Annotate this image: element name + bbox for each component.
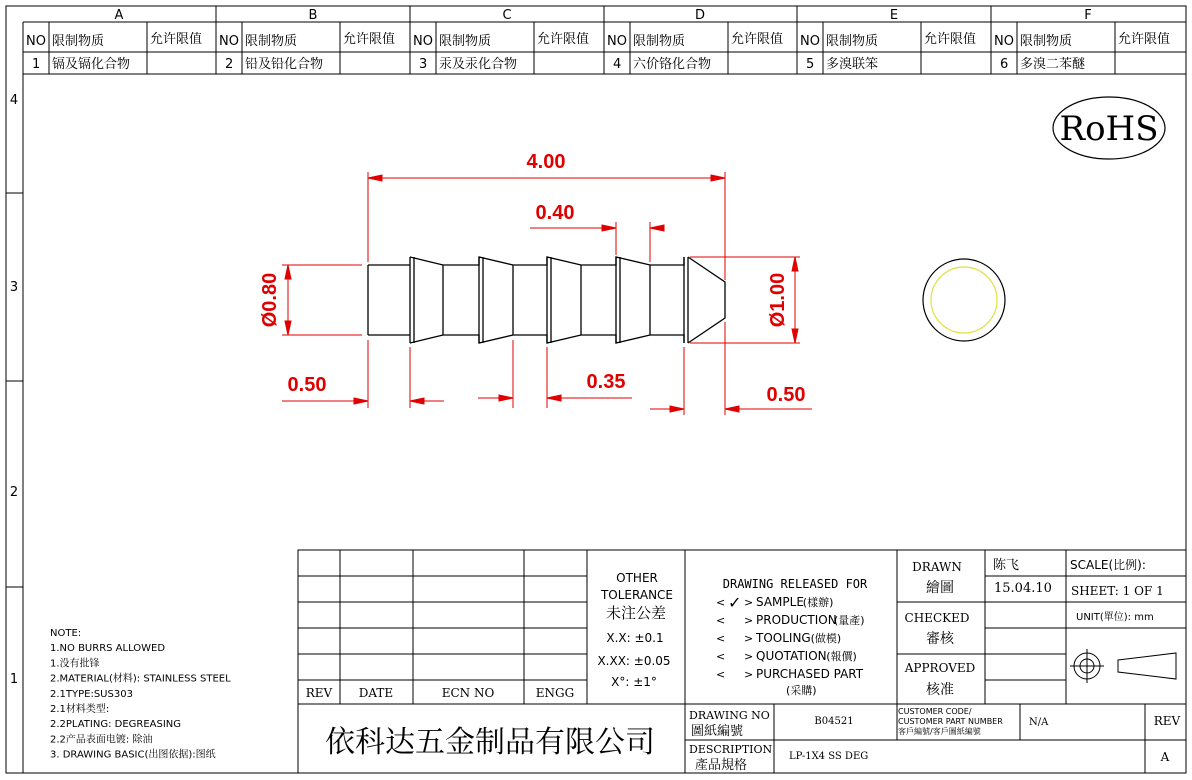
drawn-by: 陈飞 [993, 558, 1020, 573]
zone-label: A [114, 8, 124, 23]
release-title: DRAWING RELEASED FOR [722, 577, 868, 591]
release-bracket-r: > [744, 614, 754, 627]
drawing-no-label: DRAWING NO [689, 709, 770, 722]
release-item: SAMPLE [756, 595, 804, 609]
restricted-limit-header: 允许限值 [924, 32, 977, 47]
customer-label-cn: 客戶編號/客戶圖紙編號 [898, 727, 981, 736]
rohs-mark: RoHS [1059, 109, 1159, 149]
description-value: LP-1X4 SS DEG [789, 751, 869, 762]
note-line: 2.2产品表面电镀: 除油 [50, 734, 153, 746]
zone-label: F [1084, 8, 1092, 23]
row-label: 2 [9, 485, 19, 500]
tolerance-x2: X.XX: ±0.05 [597, 654, 671, 668]
restricted-no: 2 [225, 57, 234, 72]
row-label: 1 [9, 672, 19, 687]
restricted-no-header: NO [219, 34, 239, 49]
dim-dia-right: Ø1.00 [767, 272, 789, 328]
ecn-col: ECN NO [441, 686, 495, 700]
tolerance-title2: TOLERANCE [600, 588, 674, 602]
part-outline [368, 257, 725, 343]
note-line: 2.MATERIAL(材料): STAINLESS STEEL [50, 673, 231, 685]
restricted-no: 6 [1000, 57, 1009, 72]
note-line: 2.2PLATING: DEGREASING [50, 719, 182, 731]
dim-dia-left: Ø0.80 [259, 272, 281, 328]
engg-col: ENGG [535, 686, 575, 700]
release-bracket: < [716, 632, 726, 645]
release-bracket-r: > [744, 596, 754, 609]
zone-label: D [694, 8, 706, 23]
restricted-substance-header: 限制物质 [245, 34, 298, 49]
note-line: 3. DRAWING BASIC(出图依据):图纸 [50, 749, 216, 761]
restricted-limit-header: 允许限值 [1118, 32, 1171, 47]
rev-label: REV [1153, 714, 1181, 728]
restricted-no-header: NO [800, 34, 820, 49]
note-line: 2.1TYPE:SUS303 [50, 688, 133, 700]
drawn-date: 15.04.10 [994, 581, 1052, 596]
restricted-substance-header: 限制物质 [52, 34, 105, 49]
release-bracket-r: > [744, 668, 754, 681]
restricted-substance: 铅及铅化合物 [245, 57, 324, 72]
zone-label: B [308, 8, 318, 23]
drawing-no-value: B04521 [814, 716, 854, 727]
rev-value: A [1160, 750, 1170, 764]
projection-symbol-icon [1070, 649, 1176, 683]
row-label: 3 [9, 280, 19, 295]
drawing-no-label-cn: 圖紙編號 [691, 724, 744, 739]
release-bracket: < [716, 614, 726, 627]
restricted-no: 5 [806, 57, 815, 72]
release-item-cn: (量產) [834, 614, 865, 627]
release-item-cn: (采購) [786, 684, 817, 697]
release-check-icon: ✓ [728, 593, 742, 612]
restricted-substance: 六价铬化合物 [633, 57, 712, 72]
restricted-limit-header: 允许限值 [537, 32, 590, 47]
restricted-no-header: NO [607, 34, 627, 49]
checked-label: CHECKED [904, 611, 970, 625]
restricted-substance: 汞及汞化合物 [439, 57, 518, 72]
zone-label: C [502, 8, 512, 23]
release-item-cn: (樣辦) [802, 596, 834, 609]
approved-label: APPROVED [904, 661, 976, 675]
tolerance-title: OTHER [616, 571, 658, 585]
restricted-no: 1 [32, 57, 41, 72]
checked-label-cn: 審核 [926, 631, 954, 647]
release-bracket-r: > [744, 650, 754, 663]
restricted-substance: 多溴联笨 [826, 57, 879, 72]
release-bracket-r: > [744, 632, 754, 645]
description-label-cn: 產品規格 [695, 758, 748, 773]
restricted-substance: 镉及镉化合物 [52, 57, 131, 72]
unit-label: UNIT(單位): mm [1076, 612, 1154, 623]
restricted-substance-header: 限制物质 [1020, 34, 1073, 49]
dim-pitch: 0.40 [535, 202, 575, 224]
release-bracket: < [716, 650, 726, 663]
tolerance-x1: X.X: ±0.1 [606, 631, 664, 645]
company-name: 依科达五金制品有限公司 [325, 725, 655, 760]
restricted-no: 3 [419, 57, 428, 72]
restricted-substance-header: 限制物质 [826, 34, 879, 49]
restricted-no-header: NO [994, 34, 1014, 49]
restricted-limit-header: 允许限值 [150, 32, 203, 47]
dim-right-len: 0.50 [766, 384, 806, 406]
restricted-no-header: NO [26, 34, 46, 49]
scale-label: SCALE(比例): [1070, 558, 1146, 572]
release-bracket: < [716, 668, 726, 681]
note-line: 1.NO BURRS ALLOWED [50, 643, 166, 655]
customer-value: N/A [1029, 717, 1049, 728]
sheet-label: SHEET: 1 OF 1 [1071, 584, 1164, 598]
restricted-limit-header: 允许限值 [343, 32, 396, 47]
note-line: 1.没有批锋 [50, 658, 100, 670]
restricted-limit-header: 允许限值 [731, 32, 784, 47]
dim-mid-len: 0.35 [586, 371, 626, 393]
date-col: DATE [358, 686, 394, 700]
note-line: NOTE: [50, 628, 82, 639]
customer-code-label: CUSTOMER CODE/ [898, 707, 972, 716]
release-item: TOOLING [756, 631, 811, 645]
note-line: 2.1材料类型: [50, 704, 110, 715]
zone-label: E [889, 8, 899, 23]
release-item-cn: (報價) [826, 650, 857, 663]
release-item-cn: (做模) [810, 632, 842, 645]
restricted-substance-header: 限制物质 [439, 34, 492, 49]
row-label: 4 [9, 93, 19, 108]
customer-part-label: CUSTOMER PART NUMBER [898, 717, 1003, 726]
restricted-no-header: NO [413, 34, 433, 49]
release-bracket: < [716, 596, 726, 609]
description-label: DESCRIPTION [689, 743, 773, 756]
drawn-label: DRAWN [912, 560, 962, 574]
restricted-substance-header: 限制物质 [633, 34, 686, 49]
restricted-no: 4 [613, 57, 622, 72]
release-item: PRODUCTION [756, 613, 837, 627]
approved-label-cn: 核准 [926, 682, 954, 698]
drawn-label-cn: 繪圖 [926, 580, 954, 596]
release-item: PURCHASED PART [756, 667, 864, 681]
release-item: QUOTATION [756, 649, 827, 663]
dim-left-len: 0.50 [287, 374, 327, 396]
dim-overall: 4.00 [526, 151, 566, 173]
tolerance-x3: X°: ±1° [611, 675, 657, 689]
rev-col: REV [305, 686, 333, 700]
restricted-substance: 多溴二苯醚 [1020, 57, 1086, 72]
tolerance-title-cn: 未注公差 [605, 604, 667, 622]
